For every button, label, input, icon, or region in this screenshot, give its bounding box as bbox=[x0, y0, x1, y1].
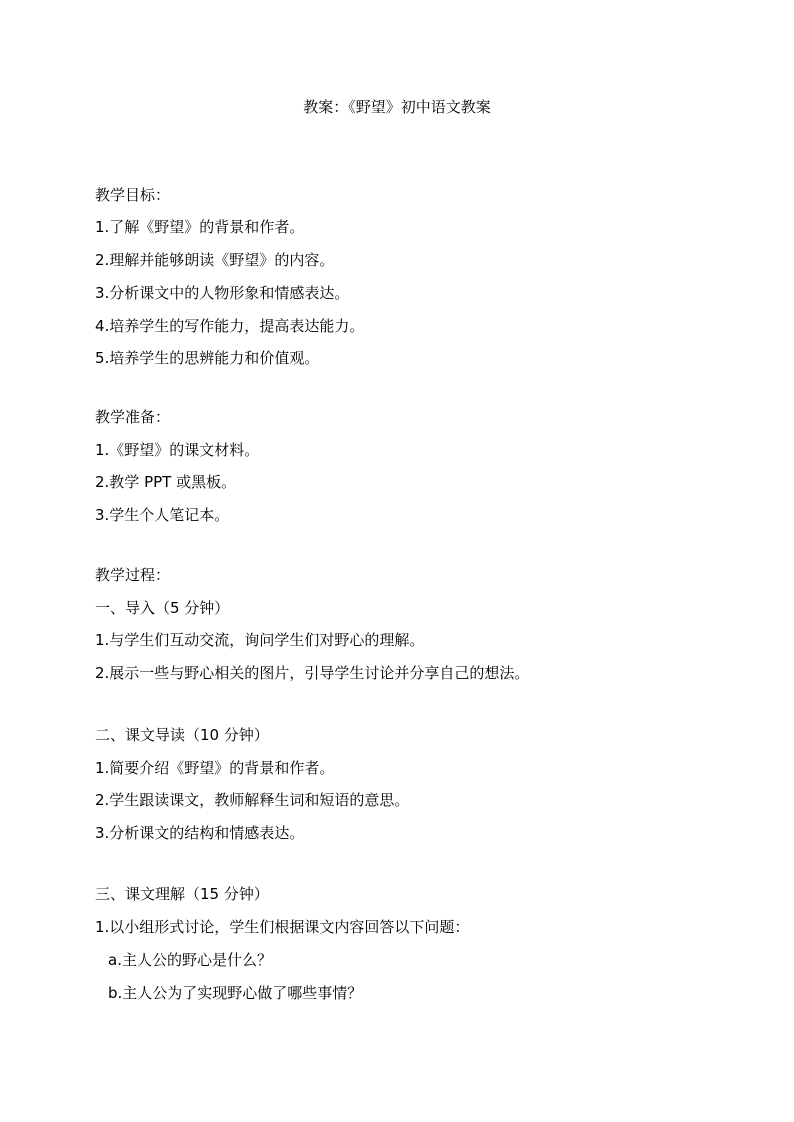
step3-question-a: a.主人公的野心是什么？ bbox=[108, 951, 272, 969]
step3-item-1: 1.以小组形式讨论，学生们根据课文内容回答以下问题： bbox=[95, 918, 470, 936]
process-heading: 教学过程： bbox=[95, 566, 171, 584]
preparation-heading: 教学准备： bbox=[95, 408, 171, 426]
goal-item-2: 2.理解并能够朗读《野望》的内容。 bbox=[95, 251, 335, 269]
goal-item-1: 1.了解《野望》的背景和作者。 bbox=[95, 218, 305, 236]
preparation-item-1: 1.《野望》的课文材料。 bbox=[95, 441, 260, 459]
step3-question-b: b.主人公为了实现野心做了哪些事情？ bbox=[108, 984, 363, 1002]
step1-item-2: 2.展示一些与野心相关的图片，引导学生讨论并分享自己的想法。 bbox=[95, 664, 530, 682]
step2-item-1: 1.简要介绍《野望》的背景和作者。 bbox=[95, 759, 335, 777]
step2-item-3: 3.分析课文的结构和情感表达。 bbox=[95, 824, 305, 842]
step1-heading: 一、导入（5 分钟） bbox=[95, 599, 230, 617]
step1-item-1: 1.与学生们互动交流，询问学生们对野心的理解。 bbox=[95, 631, 425, 649]
goals-heading: 教学目标： bbox=[95, 186, 171, 204]
step2-heading: 二、课文导读（10 分钟） bbox=[95, 726, 269, 744]
goal-item-5: 5.培养学生的思辨能力和价值观。 bbox=[95, 349, 320, 367]
preparation-item-3: 3.学生个人笔记本。 bbox=[95, 506, 230, 524]
preparation-item-2: 2.教学 PPT 或黑板。 bbox=[95, 473, 237, 491]
document-title: 教案：《野望》初中语文教案 bbox=[303, 98, 491, 116]
step2-item-2: 2.学生跟读课文，教师解释生词和短语的意思。 bbox=[95, 791, 410, 809]
step3-heading: 三、课文理解（15 分钟） bbox=[95, 885, 269, 903]
goal-item-4: 4.培养学生的写作能力，提高表达能力。 bbox=[95, 317, 365, 335]
goal-item-3: 3.分析课文中的人物形象和情感表达。 bbox=[95, 284, 350, 302]
